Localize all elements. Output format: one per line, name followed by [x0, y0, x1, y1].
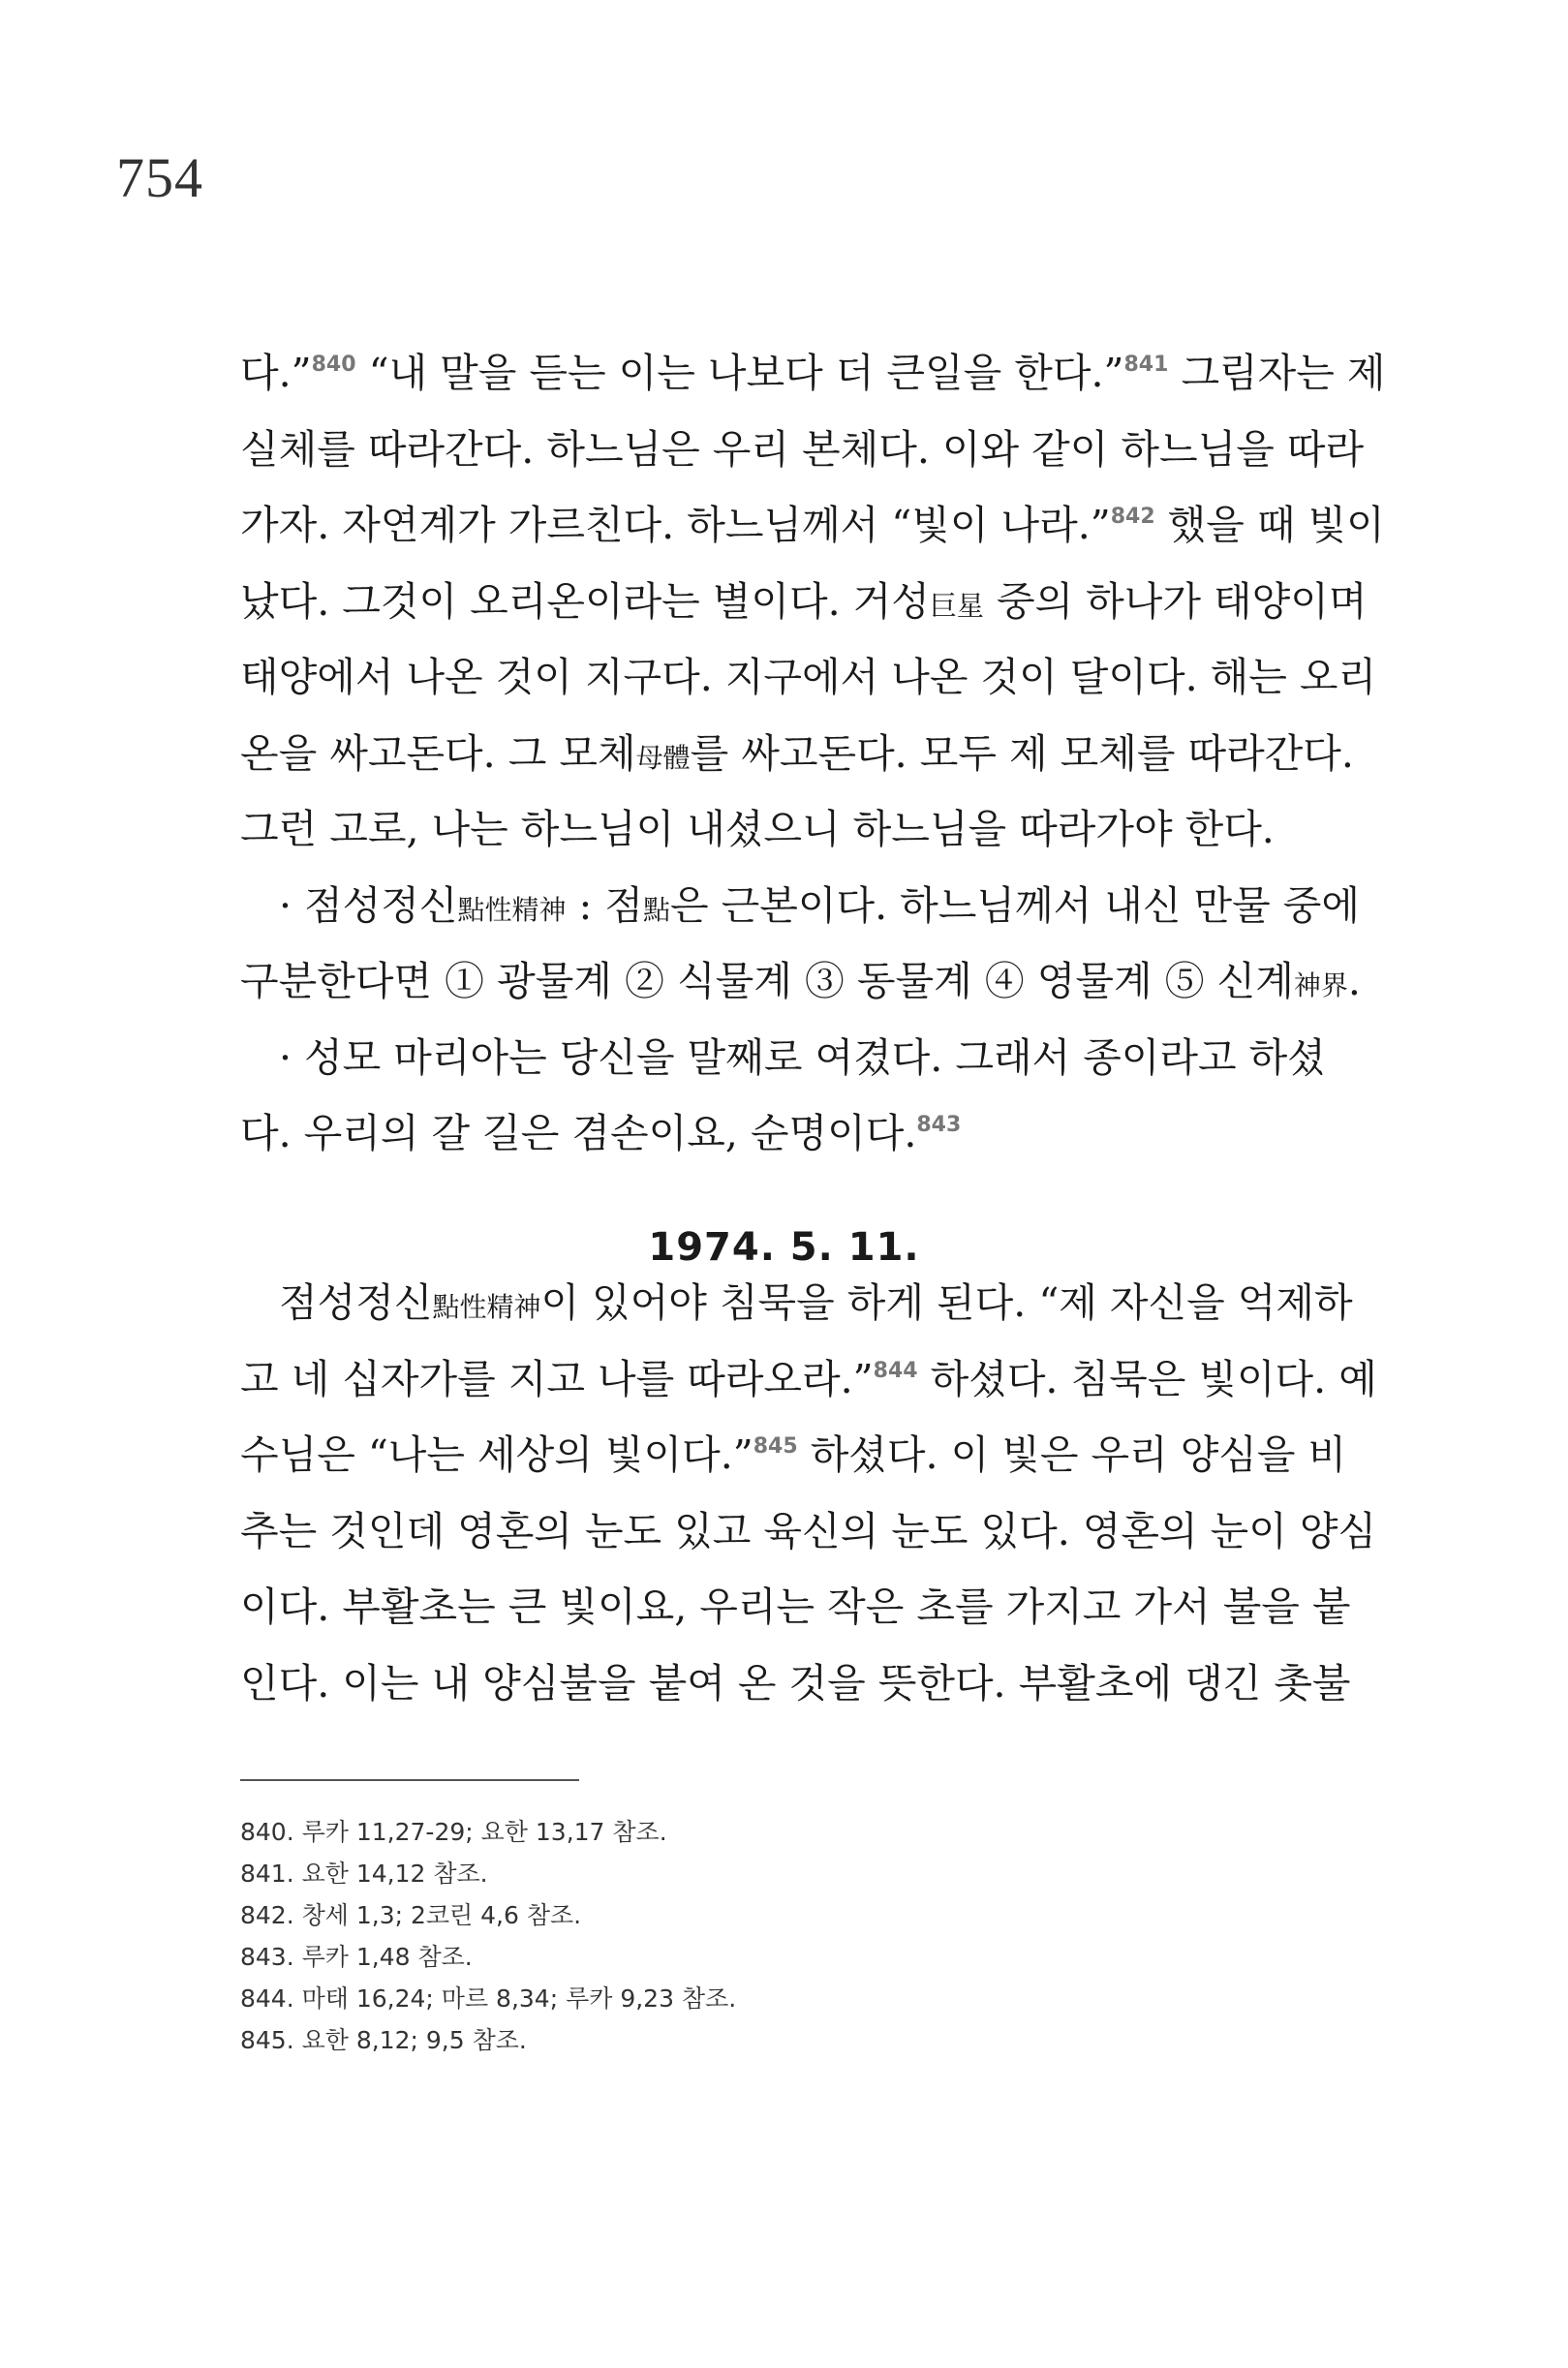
text-line [240, 501, 1385, 549]
footnote-marker: 844 [873, 1358, 918, 1383]
text-line [240, 1430, 1347, 1479]
hanja-annotation: 點性精神 [432, 1291, 541, 1323]
text-line [240, 1355, 1377, 1403]
text-run: 하셨다. 이 빛은 우리 양심을 비 [797, 1431, 1347, 1478]
footnote-item: 840. 루카 11,27-29; 요한 13,17 참조. [240, 1818, 667, 1846]
text-run: 가자. 자연계가 가르친다. 하느님께서 “빛이 나라.” [240, 502, 1111, 548]
text-line [240, 881, 1360, 935]
text-run: 중의 하나가 태양이며 [983, 577, 1368, 625]
text-run: . [1347, 958, 1361, 1004]
text-run: 다.” [240, 350, 312, 396]
hanja-annotation: 母體 [635, 741, 691, 774]
text-run: 났다. 그것이 오리온이라는 별이다. 거성 [240, 577, 930, 625]
text-run: 실체를 따라간다. 하느님은 우리 본체다. 이와 같이 하느님을 따라 [240, 425, 1365, 473]
hanja-annotation: 點 [643, 893, 671, 926]
footnote-marker: 842 [1110, 505, 1155, 529]
text-run: 구분한다면 ① 광물계 ② 식물계 ③ 동물계 ④ 영물계 ⑤ 신계 [240, 958, 1294, 1004]
text-line [240, 805, 1306, 853]
text-line [240, 1278, 1353, 1332]
footnote-marker: 841 [1123, 353, 1169, 377]
text-line [240, 425, 1365, 474]
text-run: : 점 [566, 881, 644, 929]
date-heading: 1974. 5. 11. [648, 1225, 920, 1270]
footnote-marker: 843 [916, 1113, 962, 1137]
hanja-annotation: 點性精神 [457, 893, 567, 926]
text-line [240, 729, 1354, 783]
text-run: 를 싸고돈다. 모두 제 모체를 따라간다. [690, 729, 1354, 777]
footnote-item: 842. 창세 1,3; 2코린 4,6 참조. [240, 1901, 582, 1929]
text-run: 이 있어야 침묵을 하게 된다. “제 자신을 억제하 [540, 1279, 1353, 1326]
text-line [240, 349, 1386, 397]
text-run: 점성정신 [279, 1279, 433, 1326]
text-line [240, 577, 1368, 630]
text-run: 그런 고로, 나는 하느님이 내셨으니 하느님을 따라가야 한다. [240, 806, 1275, 852]
text-run: 이다. 부활초는 큰 빛이요, 우리는 작은 초를 가지고 가서 불을 붙 [240, 1584, 1351, 1630]
text-line [240, 653, 1377, 701]
text-run: 추는 것인데 영혼의 눈도 있고 육신의 눈도 있다. 영혼의 눈이 양심 [240, 1507, 1377, 1554]
footnote-item: 843. 루카 1,48 참조. [240, 1943, 473, 1971]
text-run: 했을 때 빛이 [1154, 502, 1385, 548]
footnote-divider [240, 1779, 579, 1781]
text-line [240, 1507, 1377, 1555]
footnote-marker: 845 [753, 1434, 798, 1459]
text-run: 수님은 “나는 세상의 빛이다.” [240, 1431, 753, 1478]
text-run: 고 네 십자가를 지고 나를 따라오라.” [240, 1355, 874, 1402]
hanja-annotation: 神界 [1293, 969, 1348, 1001]
text-run: 인다. 이는 내 양심불을 붙여 온 것을 뜻한다. 부활초에 댕긴 촛불 [240, 1659, 1351, 1707]
footnotes [240, 1811, 1209, 2061]
page-number: 754 [116, 146, 203, 209]
footnote-item: 844. 마태 16,24; 마르 8,34; 루카 9,23 참조. [240, 1984, 737, 2013]
text-run: 은 근본이다. 하느님께서 내신 만물 중에 [670, 881, 1360, 929]
text-run: 다. 우리의 갈 길은 겸손이요, 순명이다. [240, 1110, 917, 1156]
text-line [240, 957, 1361, 1010]
text-line [240, 1659, 1351, 1707]
text-run: 그림자는 제 [1168, 350, 1386, 396]
footnote-marker: 840 [311, 353, 356, 377]
text-line [240, 1583, 1351, 1631]
text-run: “내 말을 듣는 이는 나보다 더 큰일을 한다.” [355, 350, 1124, 396]
footnote-item: 845. 요한 8,12; 9,5 참조. [240, 2026, 527, 2054]
text-run: 태양에서 나온 것이 지구다. 지구에서 나온 것이 달이다. 해는 오리 [240, 654, 1377, 700]
text-run: · 성모 마리아는 당신을 말째로 여겼다. 그래서 종이라고 하셨 [279, 1033, 1326, 1081]
text-run: 온을 싸고돈다. 그 모체 [240, 729, 636, 777]
text-line [240, 1033, 1326, 1082]
hanja-annotation: 巨星 [929, 589, 984, 622]
text-run: 하셨다. 침묵은 빛이다. 예 [917, 1355, 1377, 1402]
footnote-item: 841. 요한 14,12 참조. [240, 1860, 488, 1888]
text-run: · 점성정신 [279, 881, 458, 929]
text-line [240, 1109, 1306, 1157]
